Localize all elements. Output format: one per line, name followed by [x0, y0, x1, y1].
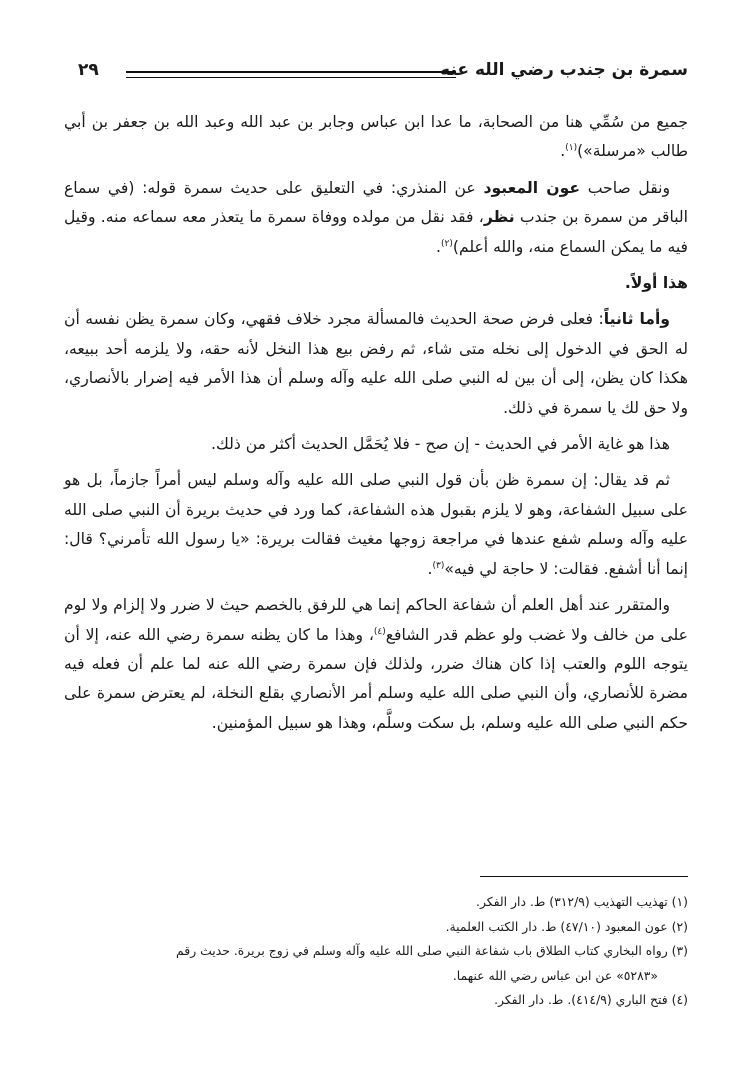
- footnote-2: [70, 915, 688, 940]
- footnote-ref: (٤): [373, 626, 386, 637]
- header-rule-thin: [126, 77, 456, 78]
- footnote-text: تهذيب التهذيب (٣١٢/٩) ط. دار الفكر.: [476, 894, 668, 909]
- page-header: [78, 58, 688, 92]
- text-run: والمتقرر عند أهل العلم أن شفاعة الحاكم إنما هي للرفق بالخصم حيث لا ضرر ولا إلزام ولا لوم على من خالف ولا غضب ولو عظم قدر الشافع: [64, 596, 688, 644]
- footnote-continuation: «٥٢٨٣» عن ابن عباس رضي الله عنهما.: [452, 967, 658, 983]
- running-title: سمرة بن جندب رضي الله عنه: [440, 60, 688, 80]
- paragraph-7: [64, 591, 688, 738]
- text-run: .: [560, 142, 566, 161]
- text-run: : فعلى فرض صحة الحديث فالمسألة مجرد خلاف فقهي، وكان سمرة يظن نفسه أن له الحق في الدخول إلى نخله متى شاء، ثم رفض بيع هذا النخل لأنه حقه، ولا يلزمه أحد ببيعه، هكذا كان يظن، إلى أن بين له النبي صلى الله عليه وآله وسلم أن هذا الأمر فيه إضرار بالأنصاري، ولا حق لك يا سمرة في ذلك.: [64, 310, 688, 417]
- footnote-text: رواه البخاري كتاب الطلاق باب شفاعة النبي صلى الله عليه وآله وسلم في زوج بريرة. حديث رقم: [176, 943, 668, 958]
- text-run: هنا من الصحابة، ما عدا ابن عباس وجابر بن عبد الله وعبد الله بن جعفر بن أبي طالب «مرسلة»): [64, 113, 688, 161]
- footnote-1: [70, 890, 688, 915]
- footnote-ref: (٣): [432, 560, 445, 571]
- text-run: سُمِّي: [588, 113, 625, 131]
- footnote-number: (٢): [671, 918, 688, 934]
- text-run: ثم قد يقال: إن سمرة ظن بأن قول النبي صلى الله عليه وآله وسلم ليس أمراً جازماً، بل هو على سبيل الشفاعة، وهو لا يلزم بقبول هذه الشفاعة، كما ورد في حديث بريرة أن النبي صلى الله عليه وآله وسلم شفع عندها في مراجعة زوجها مغيث فقالت بريرة: «يا رسول الله تأمرني؟ قال: إنما أنا أشفع. فقالت: لا حاجة لي فيه»: [64, 471, 688, 578]
- footnote-text: فتح الباري (٤١٤/٩). ط. دار الفكر.: [494, 992, 668, 1007]
- section-lead: وأما ثانياً: [603, 310, 670, 329]
- footnote-3: [70, 939, 688, 988]
- text-run: .: [427, 559, 433, 578]
- text-run: .: [436, 237, 441, 256]
- text-run: ونقل صاحب: [580, 178, 670, 197]
- text-run: عن المنذري: في التعليق على حديث سمرة قوله: (في سماع الباقر من سمرة بن جندب: [64, 178, 688, 227]
- paragraph-2: [64, 174, 688, 262]
- paragraph-1: [64, 108, 688, 167]
- main-text: [64, 108, 688, 745]
- paragraph-4: [64, 305, 688, 423]
- paragraph-5: هذا هو غاية الأمر في الحديث - إن صح - فلا يُحَمَّل الحديث أكثر من ذلك.: [210, 435, 670, 454]
- footnote-4: [70, 988, 688, 1013]
- footnote-text: عون المعبود (٤٧/١٠) ط. دار الكتب العلمية.: [445, 918, 668, 934]
- text-run: جميع من: [624, 113, 689, 131]
- emphasis-word: نظر: [483, 208, 515, 227]
- footnotes: [70, 890, 688, 1013]
- paragraph-3: هذا أولاً.: [624, 274, 688, 293]
- header-rule: [126, 71, 456, 73]
- footnote-number: (١): [671, 894, 688, 909]
- footnote-number: (٤): [671, 992, 688, 1007]
- footnote-separator: [480, 876, 688, 877]
- text-run: ، وهذا ما كان يظنه سمرة رضي الله عنه، إلا أن يتوجه اللوم والعتب إذا كان هناك ضرر، ولذلك فإن سمرة رضي الله عنه لما علم أن فعله فيه مضرة للأنصاري، وأن النبي صلى الله عليه وسلم أمر الأنصاري بقلع النخلة، لم يعترض سمرة على حكم النبي صلى الله عليه وسلم، بل سكت وسلَّم، وهذا هو سبيل المؤمنين.: [64, 625, 688, 732]
- page-number: ٢٩: [78, 60, 99, 80]
- text-run: ، فقد نقل من مولده ووفاة سمرة ما يتعذر معه سماعه منه. وقيل فيه ما يمكن السماع منه، والله أعلم): [64, 208, 688, 256]
- footnote-ref: (٢): [441, 238, 453, 249]
- footnote-number: (٣): [671, 943, 688, 958]
- footnote-ref: (١): [565, 143, 578, 154]
- book-title: عون المعبود: [483, 178, 581, 197]
- paragraph-6: [64, 466, 688, 584]
